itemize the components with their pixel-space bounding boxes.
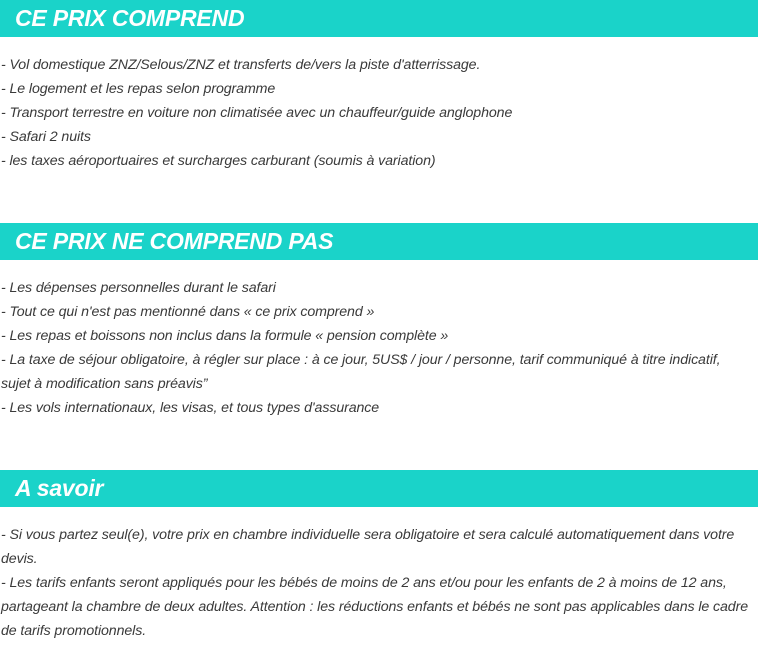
section-header-included: CE PRIX COMPREND: [0, 0, 758, 37]
list-item: - Les vols internationaux, les visas, et tous types d'assurance: [1, 400, 380, 416]
list-item: - les taxes aéroportuaires et surcharges carburant (soumis à variation): [1, 153, 436, 169]
list-item: - La taxe de séjour obligatoire, à régler sur place : à ce jour, 5US$ / jour / personne, tarif communiqué à titre indicatif, sujet à modification sans préavis”: [1, 352, 721, 392]
list-item: - Le logement et les repas selon programme: [1, 81, 276, 97]
included-list: [1, 53, 753, 173]
not-included-list: [1, 276, 753, 420]
list-item: - Vol domestique ZNZ/Selous/ZNZ et transferts de/vers la piste d'atterrissage.: [1, 57, 481, 73]
list-item: - Les tarifs enfants seront appliqués pour les bébés de moins de 2 ans et/ou pour les enfants de 2 à moins de 12 ans, partageant la chambre de deux adultes. Attention : les réductions enfants et bébés ne sont pas applicables dans le cadre de tarifs promotionnels.: [1, 575, 749, 639]
list-item: - Safari 2 nuits: [1, 129, 91, 145]
section-header-a-savoir: A savoir: [0, 470, 758, 507]
section-header-not-included: CE PRIX NE COMPREND PAS: [0, 223, 758, 260]
list-item: - Les dépenses personnelles durant le safari: [1, 280, 276, 296]
list-item: - Les repas et boissons non inclus dans la formule « pension complète »: [1, 328, 449, 344]
list-item: - Transport terrestre en voiture non climatisée avec un chauffeur/guide anglophone: [1, 105, 513, 121]
a-savoir-list: [1, 523, 753, 643]
list-item: - Tout ce qui n'est pas mentionné dans « ce prix comprend »: [1, 304, 375, 320]
list-item: - Si vous partez seul(e), votre prix en chambre individuelle sera obligatoire et sera calculé automatiquement dans votre devis.: [1, 527, 735, 567]
